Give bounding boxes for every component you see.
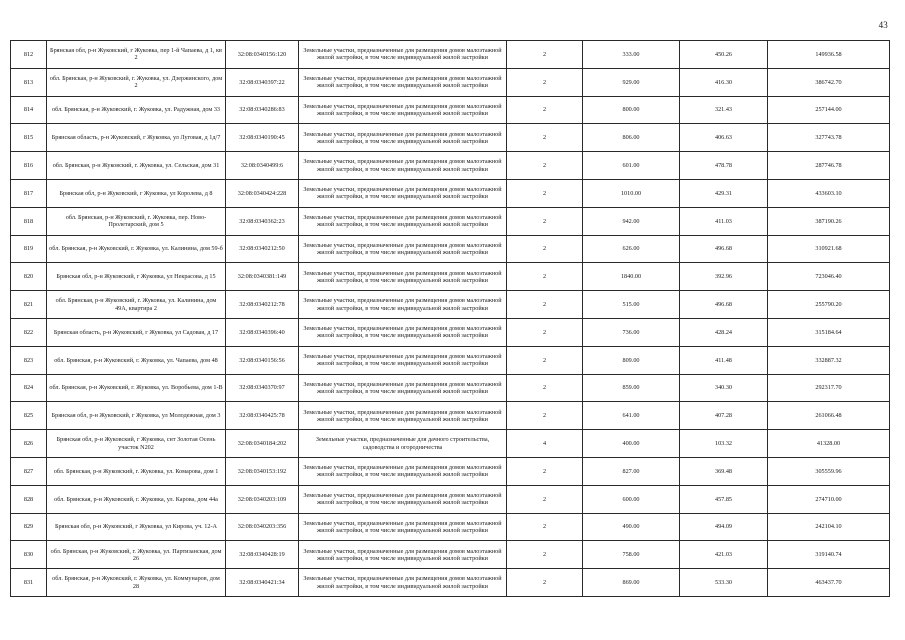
group-number-cell: 2: [507, 41, 583, 69]
cadastral-value-cell: 463437.70: [768, 569, 890, 597]
table-row: [11, 124, 890, 152]
cadastral-value-cell: 723046.40: [768, 263, 890, 291]
specific-value-cell: 411.48: [680, 346, 768, 374]
land-use-cell: Земельные участки, предназначенные для размещения домов малоэтажной жилой застройки, в том числе индивидуальной жилой застройки: [299, 96, 507, 124]
cadastral-value-cell: 255790.20: [768, 291, 890, 319]
cadastral-value-cell: 327743.78: [768, 124, 890, 152]
cadastral-number-cell: 32:08:0340428:19: [226, 541, 299, 569]
table-row: [11, 263, 890, 291]
specific-value-cell: 340.30: [680, 374, 768, 402]
address-cell: Брянская область, р-н Жуковский, г Жуковка, ул Садовая, д 17: [47, 318, 226, 346]
cadastral-number-cell: 32:08:0340156:56: [226, 346, 299, 374]
specific-value-cell: 416.30: [680, 68, 768, 96]
address-cell: обл. Брянская, р-н Жуковский, г. Жуковка, ул. Калинина, дом 49А, квартира 2: [47, 291, 226, 319]
area-cell: 758.00: [583, 541, 680, 569]
table-row: [11, 235, 890, 263]
table-body: [11, 41, 890, 597]
cadastral-value-cell: 386742.70: [768, 68, 890, 96]
table-row: [11, 41, 890, 69]
cadastral-number-cell: 32:08:0340190:45: [226, 124, 299, 152]
cadastral-number-cell: 32:08:0340286:83: [226, 96, 299, 124]
group-number-cell: 4: [507, 430, 583, 458]
group-number-cell: 2: [507, 402, 583, 430]
group-number-cell: 2: [507, 152, 583, 180]
table-row: [11, 485, 890, 513]
row-number: 831: [11, 569, 47, 597]
cadastral-value-cell: 433603.10: [768, 179, 890, 207]
cadastral-value-cell: 387190.26: [768, 207, 890, 235]
cadastral-number-cell: 32:08:0340397:22: [226, 68, 299, 96]
table-row: [11, 96, 890, 124]
address-cell: Брянская обл, р-н Жуковский, г Жуковка, пер 1-й Чапаева, д 1, кв 2: [47, 41, 226, 69]
address-cell: обл. Брянская, р-н Жуковский, г. Жуковка, ул. Комарова, дом 1: [47, 457, 226, 485]
cadastral-number-cell: 32:08:0340184:202: [226, 430, 299, 458]
table-row: [11, 569, 890, 597]
address-cell: Брянская область, р-н Жуковский, г Жуковка, ул Луговая, д 1д/7: [47, 124, 226, 152]
address-cell: обл. Брянская, р-н Жуковский, г. Жуковка, ул. Дзержинского, дом 2: [47, 68, 226, 96]
specific-value-cell: 392.96: [680, 263, 768, 291]
row-number: 817: [11, 179, 47, 207]
table-row: [11, 207, 890, 235]
specific-value-cell: 533.30: [680, 569, 768, 597]
land-use-cell: Земельные участки, предназначенные для размещения домов малоэтажной жилой застройки, в том числе индивидуальной жилой застройки: [299, 179, 507, 207]
area-cell: 942.00: [583, 207, 680, 235]
area-cell: 736.00: [583, 318, 680, 346]
land-use-cell: Земельные участки, предназначенные для размещения домов малоэтажной жилой застройки, в том числе индивидуальной жилой застройки: [299, 485, 507, 513]
area-cell: 626.00: [583, 235, 680, 263]
cadastral-number-cell: 32:08:0340424:228: [226, 179, 299, 207]
row-number: 812: [11, 41, 47, 69]
cadastral-value-cell: 261066.48: [768, 402, 890, 430]
specific-value-cell: 457.85: [680, 485, 768, 513]
address-cell: Брянская обл, р-н Жуковский, г Жуковка, ул Кирова, уч. 12-А: [47, 513, 226, 541]
specific-value-cell: 429.31: [680, 179, 768, 207]
cadastral-number-cell: 32:08:0340396:40: [226, 318, 299, 346]
cadastral-value-cell: 332887.32: [768, 346, 890, 374]
cadastral-number-cell: 32:08:0340370:97: [226, 374, 299, 402]
area-cell: 800.00: [583, 96, 680, 124]
row-number: 829: [11, 513, 47, 541]
address-cell: обл. Брянская, р-н Жуковский, г. Жуковка, ул. Воробьева, дом 1-В: [47, 374, 226, 402]
land-use-cell: Земельные участки, предназначенные для размещения домов малоэтажной жилой застройки, в том числе индивидуальной жилой застройки: [299, 152, 507, 180]
land-use-cell: Земельные участки, предназначенные для размещения домов малоэтажной жилой застройки, в том числе индивидуальной жилой застройки: [299, 291, 507, 319]
row-number: 819: [11, 235, 47, 263]
table-row: [11, 152, 890, 180]
cadastral-value-cell: 319140.74: [768, 541, 890, 569]
row-number: 816: [11, 152, 47, 180]
address-cell: обл. Брянская, р-н Жуковский, г. Жуковка, ул. Сельская, дом 31: [47, 152, 226, 180]
group-number-cell: 2: [507, 513, 583, 541]
group-number-cell: 2: [507, 346, 583, 374]
address-cell: обл. Брянская, р-н Жуковский, г. Жуковка, ул. Чапаева, дом 48: [47, 346, 226, 374]
row-number: 824: [11, 374, 47, 402]
area-cell: 859.00: [583, 374, 680, 402]
cadastral-number-cell: 32:08:0340156:120: [226, 41, 299, 69]
cadastral-number-cell: 32:08:0340153:192: [226, 457, 299, 485]
cadastral-number-cell: 32:08:0340499:6: [226, 152, 299, 180]
cadastral-value-cell: 274710.00: [768, 485, 890, 513]
area-cell: 490.00: [583, 513, 680, 541]
land-use-cell: Земельные участки, предназначенные для дачного строительства, садоводства и огородничества: [299, 430, 507, 458]
cadastral-number-cell: 32:08:0340362:23: [226, 207, 299, 235]
specific-value-cell: 478.78: [680, 152, 768, 180]
address-cell: обл. Брянская, р-н Жуковский, г. Жуковка, ул. Коммунаров, дом 28: [47, 569, 226, 597]
table-row: [11, 457, 890, 485]
row-number: 828: [11, 485, 47, 513]
cadastral-number-cell: 32:08:0340421:34: [226, 569, 299, 597]
cadastral-value-cell: 242104.10: [768, 513, 890, 541]
address-cell: Брянская обл, р-н Жуковский, г Жуковка, ул Некрасова, д 15: [47, 263, 226, 291]
area-cell: 929.00: [583, 68, 680, 96]
area-cell: 1840.00: [583, 263, 680, 291]
row-number: 827: [11, 457, 47, 485]
table-row: [11, 318, 890, 346]
page-number: 43: [878, 20, 888, 30]
table-row: [11, 291, 890, 319]
address-cell: обл. Брянская, р-н Жуковский, г. Жуковка, ул. Калинина, дом 59-б: [47, 235, 226, 263]
specific-value-cell: 428.24: [680, 318, 768, 346]
group-number-cell: 2: [507, 485, 583, 513]
table-row: [11, 541, 890, 569]
row-number: 813: [11, 68, 47, 96]
cadastral-number-cell: 32:08:0340203:109: [226, 485, 299, 513]
land-use-cell: Земельные участки, предназначенные для размещения домов малоэтажной жилой застройки, в том числе индивидуальной жилой застройки: [299, 263, 507, 291]
group-number-cell: 2: [507, 457, 583, 485]
cadastral-value-cell: 257144.00: [768, 96, 890, 124]
address-cell: Брянская обл, р-н Жуковский, г Жуковка, снт Золотая Осень участок N202: [47, 430, 226, 458]
specific-value-cell: 407.28: [680, 402, 768, 430]
group-number-cell: 2: [507, 263, 583, 291]
cadastral-number-cell: 32:08:0340425:78: [226, 402, 299, 430]
address-cell: обл. Брянская, р-н Жуковский, г. Жуковка, ул. Карова, дом 44а: [47, 485, 226, 513]
land-use-cell: Земельные участки, предназначенные для размещения домов малоэтажной жилой застройки, в том числе индивидуальной жилой застройки: [299, 457, 507, 485]
area-cell: 1010.00: [583, 179, 680, 207]
group-number-cell: 2: [507, 569, 583, 597]
group-number-cell: 2: [507, 541, 583, 569]
address-cell: обл. Брянская, р-н Жуковский, г. Жуковка, ул. Радужная, дом 33: [47, 96, 226, 124]
specific-value-cell: 406.63: [680, 124, 768, 152]
cadastral-number-cell: 32:08:0340381:149: [226, 263, 299, 291]
area-cell: 515.00: [583, 291, 680, 319]
area-cell: 641.00: [583, 402, 680, 430]
specific-value-cell: 369.48: [680, 457, 768, 485]
area-cell: 400.00: [583, 430, 680, 458]
group-number-cell: 2: [507, 68, 583, 96]
group-number-cell: 2: [507, 207, 583, 235]
row-number: 821: [11, 291, 47, 319]
land-use-cell: Земельные участки, предназначенные для размещения домов малоэтажной жилой застройки, в том числе индивидуальной жилой застройки: [299, 207, 507, 235]
table-row: [11, 513, 890, 541]
specific-value-cell: 496.68: [680, 235, 768, 263]
table-row: [11, 68, 890, 96]
table-row: [11, 374, 890, 402]
area-cell: 827.00: [583, 457, 680, 485]
specific-value-cell: 321.43: [680, 96, 768, 124]
cadastral-number-cell: 32:08:0340212:78: [226, 291, 299, 319]
specific-value-cell: 450.26: [680, 41, 768, 69]
row-number: 830: [11, 541, 47, 569]
group-number-cell: 2: [507, 124, 583, 152]
row-number: 815: [11, 124, 47, 152]
address-cell: обл. Брянская, р-н Жуковский, г. Жуковка, ул. Партизанская, дом 26: [47, 541, 226, 569]
land-use-cell: Земельные участки, предназначенные для размещения домов малоэтажной жилой застройки, в том числе индивидуальной жилой застройки: [299, 235, 507, 263]
row-number: 822: [11, 318, 47, 346]
cadastral-value-cell: 310921.68: [768, 235, 890, 263]
cadastral-value-cell: 287746.78: [768, 152, 890, 180]
land-use-cell: Земельные участки, предназначенные для размещения домов малоэтажной жилой застройки, в том числе индивидуальной жилой застройки: [299, 513, 507, 541]
cadastral-value-cell: 315184.64: [768, 318, 890, 346]
land-use-cell: Земельные участки, предназначенные для размещения домов малоэтажной жилой застройки, в том числе индивидуальной жилой застройки: [299, 124, 507, 152]
area-cell: 601.00: [583, 152, 680, 180]
row-number: 818: [11, 207, 47, 235]
cadastral-value-cell: 305559.96: [768, 457, 890, 485]
row-number: 823: [11, 346, 47, 374]
group-number-cell: 2: [507, 179, 583, 207]
cadastral-value-cell: 292317.70: [768, 374, 890, 402]
row-number: 820: [11, 263, 47, 291]
land-use-cell: Земельные участки, предназначенные для размещения домов малоэтажной жилой застройки, в том числе индивидуальной жилой застройки: [299, 374, 507, 402]
group-number-cell: 2: [507, 318, 583, 346]
table-row: [11, 179, 890, 207]
table-row: [11, 430, 890, 458]
area-cell: 809.00: [583, 346, 680, 374]
land-use-cell: Земельные участки, предназначенные для размещения домов малоэтажной жилой застройки, в том числе индивидуальной жилой застройки: [299, 541, 507, 569]
specific-value-cell: 411.03: [680, 207, 768, 235]
area-cell: 806.00: [583, 124, 680, 152]
specific-value-cell: 421.03: [680, 541, 768, 569]
specific-value-cell: 494.09: [680, 513, 768, 541]
land-registry-table: [10, 40, 890, 597]
cadastral-value-cell: 41328.00: [768, 430, 890, 458]
table-row: [11, 402, 890, 430]
land-use-cell: Земельные участки, предназначенные для размещения домов малоэтажной жилой застройки, в том числе индивидуальной жилой застройки: [299, 41, 507, 69]
specific-value-cell: 103.32: [680, 430, 768, 458]
land-use-cell: Земельные участки, предназначенные для размещения домов малоэтажной жилой застройки, в том числе индивидуальной жилой застройки: [299, 68, 507, 96]
row-number: 826: [11, 430, 47, 458]
area-cell: 869.00: [583, 569, 680, 597]
cadastral-number-cell: 32:08:0340212:50: [226, 235, 299, 263]
land-use-cell: Земельные участки, предназначенные для размещения домов малоэтажной жилой застройки, в том числе индивидуальной жилой застройки: [299, 318, 507, 346]
group-number-cell: 2: [507, 374, 583, 402]
area-cell: 600.00: [583, 485, 680, 513]
area-cell: 333.00: [583, 41, 680, 69]
row-number: 825: [11, 402, 47, 430]
specific-value-cell: 496.68: [680, 291, 768, 319]
group-number-cell: 2: [507, 96, 583, 124]
land-use-cell: Земельные участки, предназначенные для размещения домов малоэтажной жилой застройки, в том числе индивидуальной жилой застройки: [299, 346, 507, 374]
address-cell: Брянская обл, р-н Жуковский, г Жуковка, ул Королева, д 8: [47, 179, 226, 207]
land-use-cell: Земельные участки, предназначенные для размещения домов малоэтажной жилой застройки, в том числе индивидуальной жилой застройки: [299, 569, 507, 597]
cadastral-value-cell: 149936.58: [768, 41, 890, 69]
address-cell: обл. Брянская, р-н Жуковский, г. Жуковка, пер. Ново-Пролетарский, дом 5: [47, 207, 226, 235]
row-number: 814: [11, 96, 47, 124]
address-cell: Брянская обл, р-н Жуковский, г Жуковка, ул Молодежная, дом 3: [47, 402, 226, 430]
table-row: [11, 346, 890, 374]
group-number-cell: 2: [507, 291, 583, 319]
land-use-cell: Земельные участки, предназначенные для размещения домов малоэтажной жилой застройки, в том числе индивидуальной жилой застройки: [299, 402, 507, 430]
cadastral-number-cell: 32:08:0340203:356: [226, 513, 299, 541]
group-number-cell: 2: [507, 235, 583, 263]
